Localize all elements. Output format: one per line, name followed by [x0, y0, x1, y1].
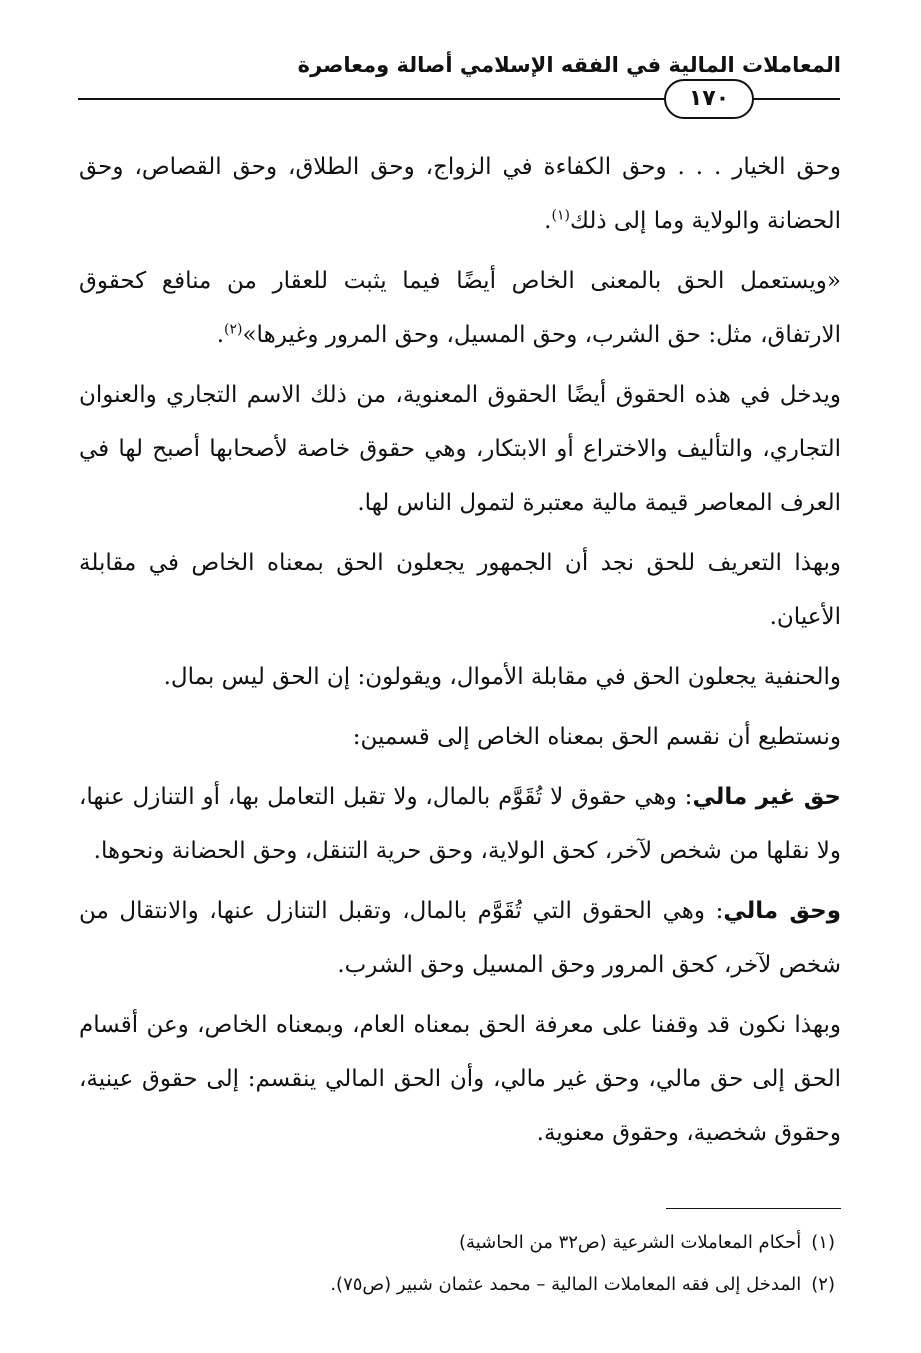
- quoted-text: «ويستعمل الحق بالمعنى الخاص أيضًا فيما يثبت للعقار من منافع كحقوق الارتفاق، مثل: حق الشرب، وحق المسيل، وحق المرور وغيرها»: [79, 268, 841, 348]
- footnote-text: المدخل إلى فقه المعاملات المالية – محمد عثمان شبير (ص٧٥).: [330, 1274, 802, 1295]
- footnote-ref: (٢): [224, 321, 243, 338]
- paragraph: وبهذا التعريف للحق نجد أن الجمهور يجعلون الحق بمعناه الخاص في مقابلة الأعيان.: [79, 550, 841, 630]
- definition-text: : وهي حقوق لا تُقَوَّم بالمال، ولا تقبل التعامل بها، أو التنازل عنها، ولا نقلها من شخص لآخر، كحق الولاية، وحق حرية التنقل، وحق الحضانة ونحوها.: [79, 784, 841, 864]
- paragraph: وبهذا نكون قد وقفنا على معرفة الحق بمعناه العام، وبمعناه الخاص، وعن أقسام الحق إلى حق مالي، وحق غير مالي، وأن الحق المالي ينقسم: إلى حقوق عينية، وحقوق شخصية، وحقوق معنوية.: [79, 1012, 841, 1146]
- footnotes: [79, 1222, 835, 1306]
- footnote-number: (١): [811, 1232, 835, 1253]
- definition-term: وحق مالي: [723, 898, 841, 924]
- paragraph: والحنفية يجعلون الحق في مقابلة الأموال، ويقولون: إن الحق ليس بمال.: [163, 664, 841, 690]
- definition-term: حق غير مالي: [692, 784, 841, 810]
- paragraph: ويدخل في هذه الحقوق أيضًا الحقوق المعنوية، من ذلك الاسم التجاري والعنوان التجاري، والتأليف والاختراع أو الابتكار، وهي حقوق خاصة لأصحابها أصبح لها في العرف المعاصر قيمة مالية معتبرة لتمول الناس لها.: [79, 382, 841, 516]
- footnote: [79, 1222, 835, 1264]
- footnote-number: (٢): [811, 1274, 835, 1295]
- paragraph: ونستطيع أن نقسم الحق بمعناه الخاص إلى قسمين:: [352, 724, 841, 750]
- running-title: المعاملات المالية في الفقه الإسلامي أصالة ومعاصرة: [297, 53, 841, 77]
- body-text: [79, 140, 841, 1166]
- paragraph: [79, 770, 841, 878]
- paragraph: [79, 884, 841, 992]
- page-number-badge: ١٧٠: [664, 79, 754, 119]
- paragraph-end: .: [216, 322, 225, 348]
- paragraph: [79, 254, 841, 362]
- paragraph: [79, 140, 841, 248]
- definition-text: : وهي الحقوق التي تُقَوَّم بالمال، وتقبل التنازل عنها، والانتقال من شخص لآخر، كحق المرور وحق المسيل وحق الشرب.: [79, 898, 841, 978]
- paragraph-text: وحق الخيار . . . وحق الكفاءة في الزواج، وحق الطلاق، وحق القصاص، وحق الحضانة والولاية وما إلى ذلك: [79, 154, 841, 234]
- footnote-text: أحكام المعاملات الشرعية (ص٣٢ من الحاشية): [459, 1232, 802, 1253]
- paragraph-end: .: [544, 208, 552, 234]
- footnote-separator: [666, 1208, 841, 1209]
- footnote: [79, 1264, 835, 1306]
- footnote-ref: (١): [551, 207, 570, 224]
